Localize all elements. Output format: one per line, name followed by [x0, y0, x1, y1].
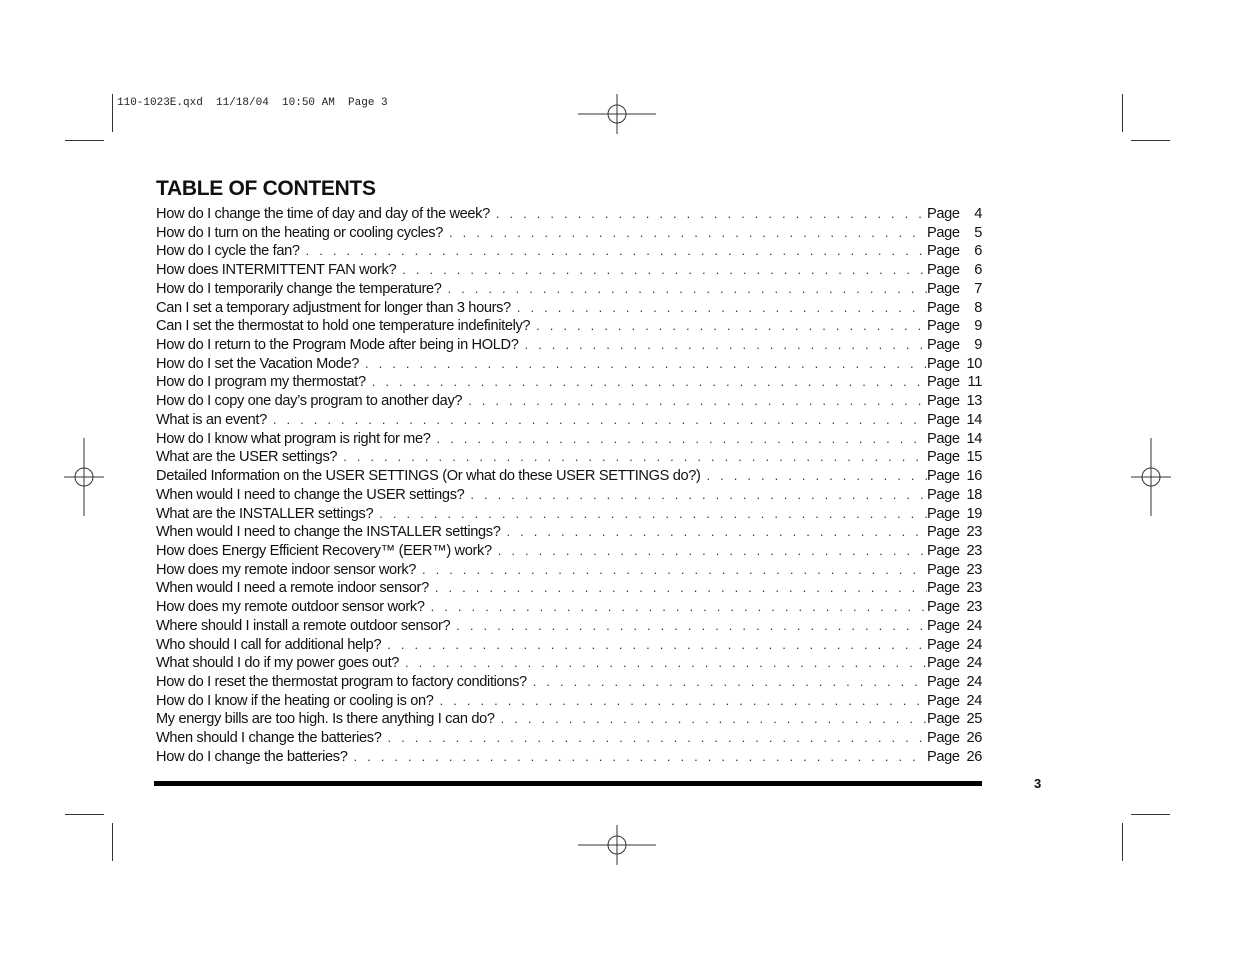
- toc-entry-title: How do I change the time of day and day of the week?: [156, 206, 490, 222]
- toc-page-ref: [927, 673, 982, 692]
- toc-dot-leader: [501, 710, 927, 729]
- toc-entry[interactable]: [156, 598, 982, 617]
- toc-page-label: Page: [927, 430, 960, 447]
- toc-list: [156, 205, 982, 767]
- toc-entry-title: Can I set a temporary adjustment for longer than 3 hours?: [156, 299, 511, 316]
- toc-page-label: Page: [927, 337, 960, 354]
- toc-dot-leader: [372, 373, 927, 392]
- toc-page-ref: [927, 392, 982, 411]
- toc-entry[interactable]: [156, 392, 982, 411]
- toc-page-number: 23: [966, 580, 982, 597]
- toc-entry[interactable]: [156, 542, 982, 561]
- toc-entry-title: What is an event?: [156, 411, 267, 428]
- toc-entry-title: How does my remote outdoor sensor work?: [156, 599, 425, 616]
- toc-entry[interactable]: [156, 411, 982, 430]
- toc-page-label: Page: [927, 486, 960, 503]
- toc-entry[interactable]: [156, 710, 982, 729]
- toc-entry-title: How do I set the Vacation Mode?: [156, 355, 360, 372]
- crop-mark: [1131, 140, 1170, 141]
- toc-page-ref: [927, 336, 982, 355]
- toc-dot-leader: [387, 729, 927, 748]
- toc-dot-leader: [306, 242, 927, 261]
- toc-page-number: 10: [966, 355, 982, 372]
- toc-page-ref: [927, 224, 982, 243]
- toc-entry-title: What are the INSTALLER settings?: [156, 505, 374, 522]
- toc-entry-title: How does my remote indoor sensor work?: [156, 561, 417, 578]
- toc-page-number: 9: [974, 318, 982, 335]
- toc-dot-leader: [536, 317, 927, 336]
- crop-mark: [112, 823, 113, 861]
- toc-page-number: 23: [966, 599, 982, 616]
- toc-page-ref: [927, 448, 982, 467]
- toc-entry[interactable]: [156, 561, 982, 580]
- toc-page-label: Page: [927, 580, 960, 597]
- toc-page-number: 9: [974, 337, 982, 354]
- toc-entry[interactable]: [156, 673, 982, 692]
- toc-entry[interactable]: [156, 486, 982, 505]
- toc-page-number: 19: [966, 505, 982, 522]
- toc-page-ref: [927, 261, 982, 280]
- toc-page-ref: [927, 505, 982, 524]
- toc-dot-leader: [498, 542, 927, 561]
- toc-page-ref: [927, 598, 982, 617]
- toc-page-number: 7: [974, 280, 982, 297]
- toc-dot-leader: [440, 692, 927, 711]
- toc-entry[interactable]: [156, 242, 982, 261]
- toc-entry-title: How do I reset the thermostat program to factory conditions?: [156, 673, 527, 690]
- toc-page-label: Page: [927, 206, 960, 222]
- toc-page-label: Page: [927, 505, 960, 522]
- toc-page-label: Page: [927, 355, 960, 372]
- toc-page-number: 24: [966, 655, 982, 672]
- toc-page-ref: [927, 579, 982, 598]
- toc-page-label: Page: [927, 711, 960, 728]
- toc-page-ref: [927, 561, 982, 580]
- bottom-rule: [154, 781, 982, 786]
- toc-dot-leader: [524, 336, 927, 355]
- toc-entry-title: Detailed Information on the USER SETTINGS (Or what do these USER SETTINGS do?): [156, 468, 701, 485]
- toc-page-number: 25: [966, 711, 982, 728]
- toc-page-ref: [927, 430, 982, 449]
- toc-dot-leader: [437, 430, 927, 449]
- toc-entry[interactable]: [156, 373, 982, 392]
- crop-mark: [65, 140, 104, 141]
- toc-entry-title: What should I do if my power goes out?: [156, 655, 400, 672]
- crop-mark: [112, 94, 113, 132]
- toc-dot-leader: [707, 467, 927, 486]
- toc-page-label: Page: [927, 393, 960, 410]
- toc-entry[interactable]: [156, 729, 982, 748]
- toc-page-ref: [927, 205, 982, 224]
- toc-page-number: 6: [974, 262, 982, 279]
- toc-page-ref: [927, 355, 982, 374]
- toc-dot-leader: [379, 505, 927, 524]
- toc-page-label: Page: [927, 730, 960, 747]
- toc-page-number: 4: [974, 206, 982, 222]
- toc-page-ref: [927, 617, 982, 636]
- page-title: TABLE OF CONTENTS: [156, 177, 376, 200]
- toc-entry[interactable]: [156, 205, 982, 224]
- toc-page-number: 18: [966, 486, 982, 503]
- toc-page-ref: [927, 242, 982, 261]
- toc-page-number: 6: [974, 243, 982, 260]
- toc-entry-title: How do I temporarily change the temperature?: [156, 280, 442, 297]
- crop-mark: [1122, 823, 1123, 861]
- toc-page-label: Page: [927, 411, 960, 428]
- toc-dot-leader: [456, 617, 927, 636]
- toc-page-label: Page: [927, 449, 960, 466]
- crop-mark: [1122, 94, 1123, 132]
- toc-entry-title: When would I need a remote indoor sensor?: [156, 580, 429, 597]
- toc-entry-title: How do I program my thermostat?: [156, 374, 366, 391]
- toc-entry[interactable]: [156, 636, 982, 655]
- toc-page-label: Page: [927, 374, 960, 391]
- toc-page-ref: [927, 692, 982, 711]
- toc-entry[interactable]: [156, 748, 982, 767]
- toc-page-label: Page: [927, 280, 960, 297]
- toc-entry-title: How do I copy one day’s program to another day?: [156, 393, 463, 410]
- toc-page-number: 16: [966, 468, 982, 485]
- crop-mark: [1131, 814, 1170, 815]
- toc-entry-title: When would I need to change the INSTALLER settings?: [156, 524, 501, 541]
- toc-dot-leader: [517, 299, 927, 318]
- toc-page-number: 11: [967, 374, 982, 391]
- toc-dot-leader: [496, 205, 927, 224]
- toc-dot-leader: [354, 748, 927, 767]
- toc-page-number: 14: [966, 411, 982, 428]
- toc-entry-title: How do I change the batteries?: [156, 748, 348, 765]
- toc-page-label: Page: [927, 542, 960, 559]
- toc-entry-title: Who should I call for additional help?: [156, 636, 382, 653]
- toc-dot-leader: [405, 654, 927, 673]
- toc-page-ref: [927, 467, 982, 486]
- toc-page-label: Page: [927, 468, 960, 485]
- toc-dot-leader: [365, 355, 927, 374]
- toc-entry-title: Can I set the thermostat to hold one temperature indefinitely?: [156, 318, 531, 335]
- toc-page-number: 14: [966, 430, 982, 447]
- toc-page-label: Page: [927, 224, 960, 241]
- toc-page-ref: [927, 636, 982, 655]
- toc-dot-leader: [533, 673, 927, 692]
- toc-page-ref: [927, 748, 982, 767]
- toc-entry[interactable]: [156, 692, 982, 711]
- toc-entry-title: How do I return to the Program Mode after being in HOLD?: [156, 337, 519, 354]
- toc-dot-leader: [273, 411, 927, 430]
- toc-entry-title: How do I know what program is right for me?: [156, 430, 431, 447]
- toc-page-number: 8: [974, 299, 982, 316]
- toc-entry[interactable]: [156, 430, 982, 449]
- toc-entry[interactable]: [156, 317, 982, 336]
- toc-entry-title: Where should I install a remote outdoor sensor?: [156, 617, 451, 634]
- toc-dot-leader: [470, 486, 927, 505]
- toc-entry-title: When would I need to change the USER settings?: [156, 486, 465, 503]
- toc-dot-leader: [387, 636, 927, 655]
- toc-page-label: Page: [927, 318, 960, 335]
- toc-entry[interactable]: [156, 355, 982, 374]
- toc-page-number: 13: [966, 393, 982, 410]
- toc-entry[interactable]: [156, 579, 982, 598]
- toc-entry-title: What are the USER settings?: [156, 449, 338, 466]
- toc-page-number: 23: [966, 524, 982, 541]
- toc-page-number: 26: [966, 748, 982, 765]
- toc-entry[interactable]: [156, 261, 982, 280]
- toc-page-ref: [927, 411, 982, 430]
- toc-entry[interactable]: [156, 617, 982, 636]
- toc-page-number: 23: [966, 561, 982, 578]
- toc-dot-leader: [431, 598, 927, 617]
- toc-dot-leader: [507, 523, 927, 542]
- toc-page-label: Page: [927, 617, 960, 634]
- toc-page-number: 26: [966, 730, 982, 747]
- toc-entry-title: How do I cycle the fan?: [156, 243, 300, 260]
- toc-entry-title: How does Energy Efficient Recovery™ (EER™) work?: [156, 542, 492, 559]
- registration-mark-top: [578, 94, 656, 134]
- toc-dot-leader: [343, 448, 927, 467]
- registration-mark-bottom: [578, 825, 656, 865]
- toc-page-number: 24: [966, 692, 982, 709]
- toc-dot-leader: [402, 261, 927, 280]
- toc-page-label: Page: [927, 524, 960, 541]
- toc-page-label: Page: [927, 673, 960, 690]
- toc-page-ref: [927, 542, 982, 561]
- toc-page-number: 24: [966, 617, 982, 634]
- toc-page-ref: [927, 486, 982, 505]
- toc-entry[interactable]: [156, 336, 982, 355]
- toc-entry[interactable]: [156, 523, 982, 542]
- toc-entry[interactable]: [156, 448, 982, 467]
- toc-page-label: Page: [927, 561, 960, 578]
- page-number: 3: [1034, 776, 1042, 791]
- toc-page-ref: [927, 654, 982, 673]
- toc-page-number: 15: [966, 449, 982, 466]
- toc-page-ref: [927, 710, 982, 729]
- toc-entry-title: My energy bills are too high. Is there anything I can do?: [156, 711, 495, 728]
- toc-entry-title: When should I change the batteries?: [156, 730, 382, 747]
- toc-page-ref: [927, 523, 982, 542]
- crop-mark: [65, 814, 104, 815]
- print-slug: 110-1023E.qxd 11/18/04 10:50 AM Page 3: [117, 97, 388, 109]
- toc-page-number: 23: [966, 542, 982, 559]
- toc-entry-title: How do I turn on the heating or cooling cycles?: [156, 224, 443, 241]
- toc-entry[interactable]: [156, 467, 982, 486]
- toc-entry[interactable]: [156, 299, 982, 318]
- toc-page-ref: [927, 729, 982, 748]
- toc-page-ref: [927, 299, 982, 318]
- toc-page-ref: [927, 373, 982, 392]
- toc-dot-leader: [435, 579, 927, 598]
- toc-entry[interactable]: [156, 224, 982, 243]
- toc-page-label: Page: [927, 243, 960, 260]
- toc-page-number: 24: [966, 636, 982, 653]
- toc-dot-leader: [468, 392, 927, 411]
- toc-dot-leader: [449, 224, 927, 243]
- toc-page-ref: [927, 317, 982, 336]
- toc-entry-title: How does INTERMITTENT FAN work?: [156, 262, 397, 279]
- toc-page-number: 24: [966, 673, 982, 690]
- toc-page-label: Page: [927, 636, 960, 653]
- toc-entry[interactable]: [156, 505, 982, 524]
- toc-page-label: Page: [927, 599, 960, 616]
- toc-page-label: Page: [927, 299, 960, 316]
- toc-page-label: Page: [927, 262, 960, 279]
- toc-entry-title: How do I know if the heating or cooling is on?: [156, 692, 434, 709]
- registration-mark-right: [1131, 438, 1171, 516]
- toc-page-label: Page: [927, 748, 960, 765]
- toc-entry[interactable]: [156, 280, 982, 299]
- toc-page-label: Page: [927, 692, 960, 709]
- toc-entry[interactable]: [156, 654, 982, 673]
- toc-page-label: Page: [927, 655, 960, 672]
- toc-dot-leader: [422, 561, 927, 580]
- registration-mark-left: [64, 438, 104, 516]
- toc-page-number: 5: [974, 224, 982, 241]
- toc-dot-leader: [448, 280, 927, 299]
- toc-page-ref: [927, 280, 982, 299]
